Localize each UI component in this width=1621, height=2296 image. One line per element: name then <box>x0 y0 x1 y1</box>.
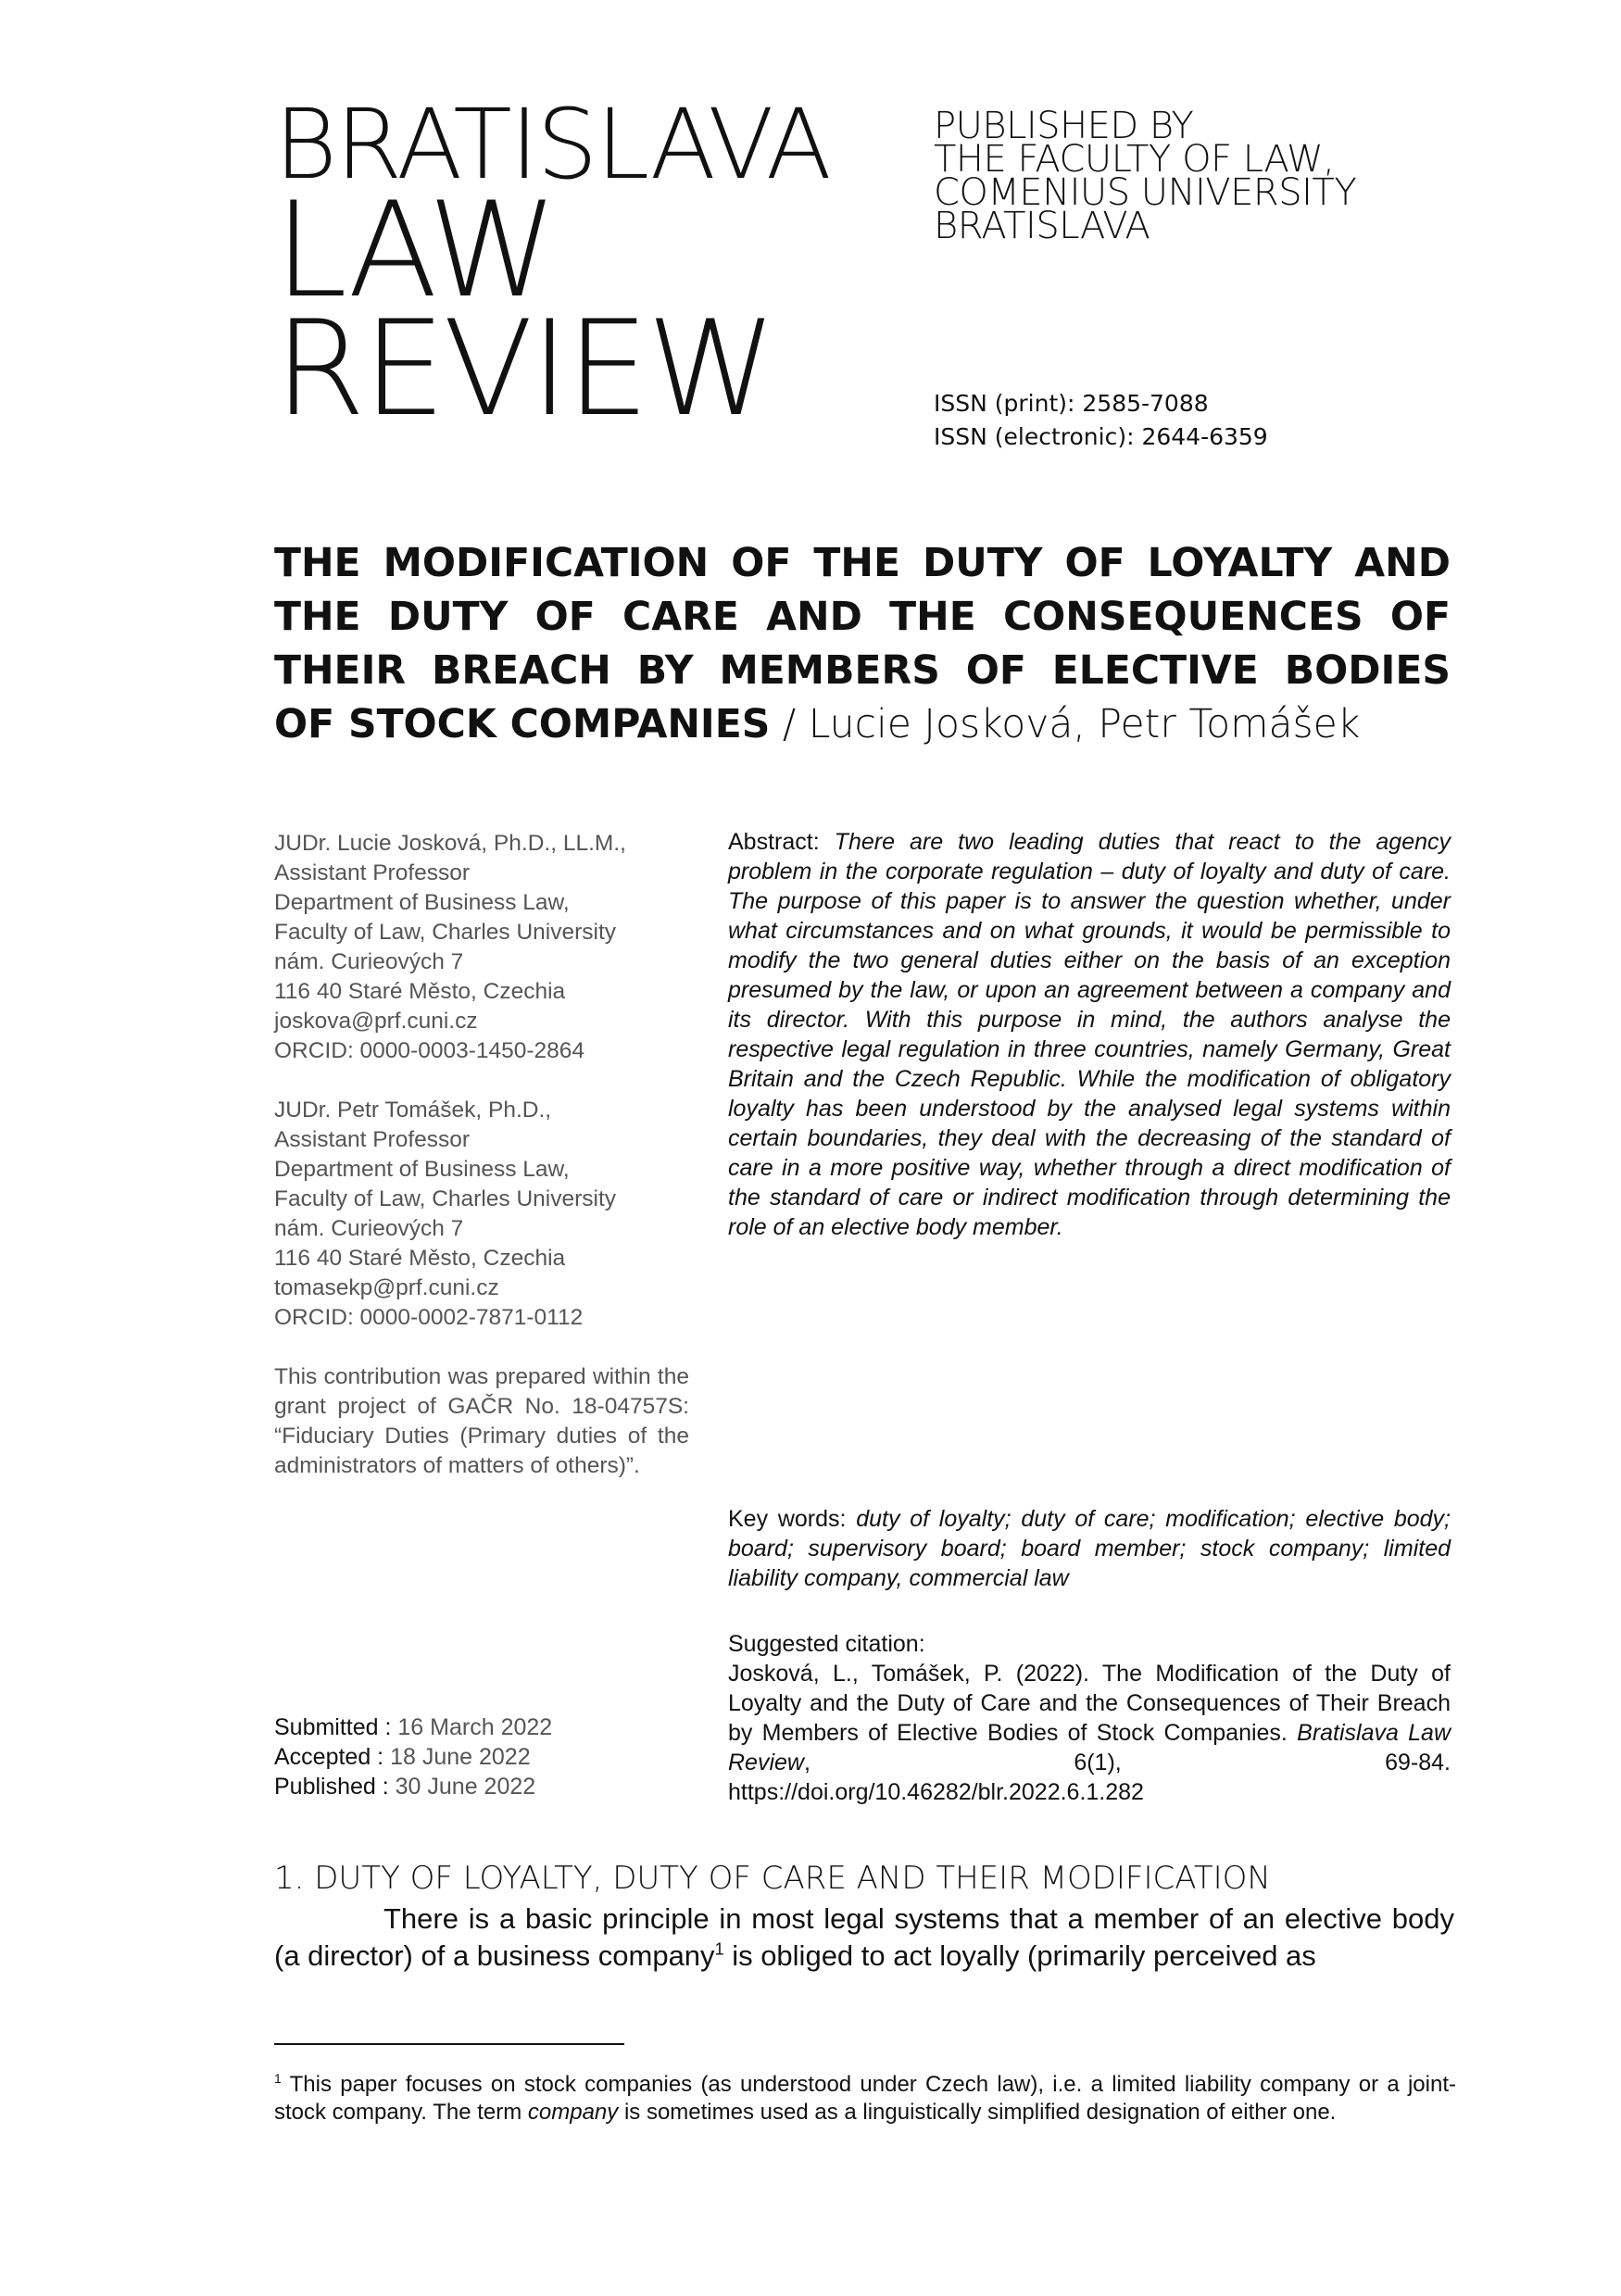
article-title <box>274 537 1451 752</box>
article-title-text: THE MODIFICATION OF THE DUTY OF LOYALTY AND THE DUTY OF CARE AND THE CONSEQUENCES OF THEIR BREACH BY MEMBERS OF ELECTIVE BODIES OF STOCK COMPANIES <box>274 541 1451 747</box>
author-1-orcid: ORCID: 0000-0003-1450-2864 <box>274 1038 585 1063</box>
footnote <box>274 2071 1456 2127</box>
citation-label: Suggested citation: <box>728 1631 925 1657</box>
published-label: Published : <box>274 1774 396 1800</box>
footnote-text-cont: is sometimes used as a linguistically simplified designation of either one. <box>618 2100 1337 2125</box>
keywords-label: Key words: <box>728 1506 857 1532</box>
paragraph-text: There is a basic principle in most legal systems that a member of an elective body (a director) of a business company <box>274 1902 1454 1972</box>
citation-body <box>728 1659 1451 1777</box>
publisher-block <box>934 105 1489 247</box>
keywords <box>728 1504 1451 1593</box>
author-2-line: Faculty of Law, Charles University <box>274 1186 616 1211</box>
author-1-line: Department of Business Law, <box>274 890 570 915</box>
issn-electronic: ISSN (electronic): 2644-6359 <box>934 423 1268 450</box>
submitted-value: 16 March 2022 <box>397 1714 553 1740</box>
footnote-divider <box>274 2043 624 2045</box>
abstract-label: Abstract: <box>728 829 835 855</box>
publisher-line: BRATISLAVA <box>934 205 1150 247</box>
body-paragraph <box>274 1901 1454 1975</box>
author-1-line: 116 40 Staré Město, Czechia <box>274 979 566 1004</box>
author-2-line: 116 40 Staré Město, Czechia <box>274 1246 566 1271</box>
abstract-text: There are two leading duties that react to the agency problem in the corporate regulation – duty of loyalty and duty of care. The purpose of this paper is to answer the question whether, under what circumstances and on what grounds, it would be permissible to modify the two general duties either on the basis of an exception presumed by the law, or upon an agreement between a company and its director. With this purpose in mind, the authors analyse the respective legal regulation in three countries, namely Germany, Great Britain and the Czech Republic. While the modification of obligatory loyalty has been understood by the analysed legal systems within certain boundaries, they deal with the decreasing of the standard of care in a more positive way, whether through a direct modification of the standard of care or indirect modification through determining the role of an elective body member. <box>728 829 1451 1240</box>
grant-note: This contribution was prepared within the grant project of GAČR No. 18-04757S: “Fiduciary Duties (Primary duties of the administrators of matters of others)”. <box>274 1364 689 1478</box>
citation-doi[interactable]: https://doi.org/10.46282/blr.2022.6.1.282 <box>728 1779 1144 1805</box>
citation-volume: , 6(1), 69-84. <box>803 1750 1451 1775</box>
published-value: 30 June 2022 <box>395 1774 536 1800</box>
author-1-address <box>274 829 689 1066</box>
publisher-line: PUBLISHED BY <box>934 105 1194 147</box>
author-2-line: Assistant Professor <box>274 1127 471 1152</box>
author-2-email[interactable]: tomasekp@prf.cuni.cz <box>274 1275 499 1300</box>
accepted-label: Accepted : <box>274 1744 391 1770</box>
suggested-citation <box>728 1629 1451 1807</box>
footnote-ref[interactable]: 1 <box>714 1939 724 1959</box>
author-2-orcid: ORCID: 0000-0002-7871-0112 <box>274 1305 584 1330</box>
abstract-column <box>728 827 1451 1242</box>
keywords-text: duty of loyalty; duty of care; modification; elective body; board; supervisory board; board member; stock company; limited liability company, commercial law <box>728 1506 1451 1591</box>
author-1-line: Faculty of Law, Charles University <box>274 920 616 945</box>
abstract <box>728 827 1451 1242</box>
author-2-address <box>274 1096 689 1333</box>
author-1-line: nám. Curieových 7 <box>274 949 464 974</box>
footnote-italic: company <box>527 2100 619 2125</box>
journal-title-line-3: REVIEW <box>274 293 774 445</box>
author-2-line: nám. Curieových 7 <box>274 1216 464 1241</box>
publication-dates <box>274 1713 689 1801</box>
issn-block <box>934 387 1489 454</box>
author-1-line: Assistant Professor <box>274 860 471 885</box>
paragraph-text-cont: is obliged to act loyally (primarily perceived as <box>723 1939 1316 1972</box>
publisher-line: THE FACULTY OF LAW, <box>934 138 1335 181</box>
section-heading: 1. DUTY OF LOYALTY, DUTY OF CARE AND THEIR MODIFICATION <box>274 1860 1271 1897</box>
footnote-text: This paper focuses on stock companies (as understood under Czech law), i.e. a limited liability company or a joint-stock company. The term <box>274 2072 1456 2125</box>
footnote-number: 1 <box>274 2071 282 2086</box>
journal-title-line-2: LAW <box>274 174 556 327</box>
author-1-name: JUDr. Lucie Josková, Ph.D., LL.M., <box>274 831 626 856</box>
citation-journal: Bratislava Law Review <box>728 1720 1451 1775</box>
accepted-date <box>274 1742 689 1772</box>
article-authors: / Lucie Josková, Petr Tomášek <box>770 702 1361 747</box>
author-2-line: Department of Business Law, <box>274 1157 570 1182</box>
author-2-name: JUDr. Petr Tomášek, Ph.D., <box>274 1098 552 1123</box>
author-info-column <box>274 829 689 1481</box>
issn-print: ISSN (print): 2585-7088 <box>934 390 1209 417</box>
submitted-date <box>274 1713 689 1742</box>
submitted-label: Submitted : <box>274 1714 398 1740</box>
author-1-email[interactable]: joskova@prf.cuni.cz <box>274 1009 478 1034</box>
journal-title-line-1: BRATISLAVA <box>274 88 830 201</box>
accepted-value: 18 June 2022 <box>390 1744 531 1770</box>
journal-title <box>274 88 867 445</box>
citation-text: Josková, L., Tomášek, P. (2022). The Modification of the Duty of Loyalty and the Duty of Care and the Consequences of Their Breach by Members of Elective Bodies of Stock Companies. <box>728 1661 1451 1746</box>
publisher-line: COMENIUS UNIVERSITY <box>934 171 1357 214</box>
published-date <box>274 1772 689 1801</box>
